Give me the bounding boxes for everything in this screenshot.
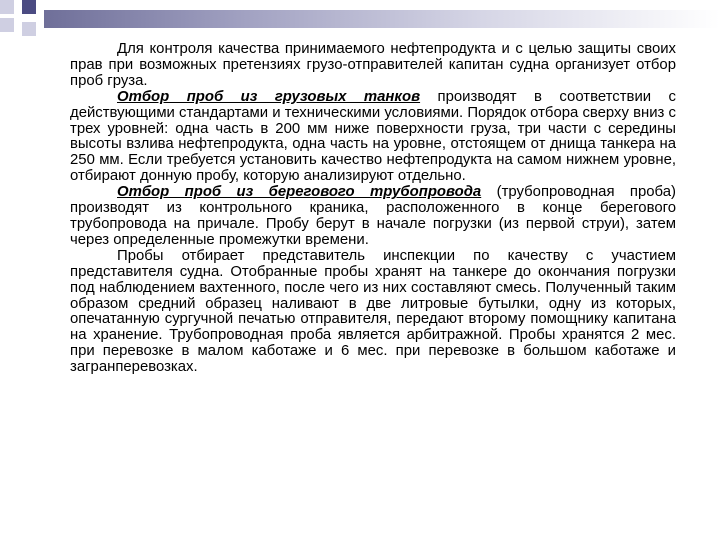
decor-square — [22, 0, 36, 14]
document-body — [70, 42, 676, 376]
decor-square — [0, 0, 14, 14]
paragraph-text: (трубопроводная проба) производят из контрольного краника, расположенного в конце берегового трубопровода на причале. Пробу берут в начале погрузки (из первой струи), затем через определенные промежутки времени. — [70, 184, 676, 248]
paragraph — [70, 185, 676, 249]
paragraph-heading: Отбор проб из грузовых танков — [117, 88, 421, 105]
decor-square — [22, 22, 36, 36]
paragraph — [70, 249, 676, 376]
paragraph-heading: Отбор проб из берегового трубопровода — [117, 184, 482, 201]
header-gradient-bar — [44, 10, 720, 28]
paragraph-text: Пробы отбирает представитель инспекции по качеству с участием представителя судна. Отобранные пробы хранят на танкере до окончания погрузки под наблюдением вахтенного, после чего из них составляют смесь. Полученный таким образом средний образец наливают в две литровые бутылки, одну из которых, опечатанную сургучной печатью отправителя, передают второму помощнику капитана на хранение. Трубопроводная проба является арбитражной. Пробы хранятся 2 мес. при перевозке в малом каботаже и 6 мес. при перевозке в большом каботаже и загранперевозках. — [70, 247, 676, 376]
paragraph — [70, 42, 676, 90]
slide-header-decoration — [0, 0, 720, 40]
paragraph-text: Для контроля качества принимаемого нефтепродукта и с целью защиты своих прав при возможных претензиях грузо-отправителей капитан судна организует отбор проб груза. — [70, 41, 676, 89]
decor-square — [0, 18, 14, 32]
paragraph-text: производят в соответствии с действующими стандартами и техническими условиями. Порядок отбора сверху вниз с трех уровней: одна часть в 200 мм ниже поверхности груза, три части с середины высоты взлива нефтепродукта, одна часть на уровне, отстоящем от днища танкера на 250 мм. Если требуется установить качество нефтепродукта на самом нижнем уровне, отбирают донную пробу, которую анализируют отдельно. — [70, 88, 677, 185]
paragraph — [70, 90, 676, 185]
